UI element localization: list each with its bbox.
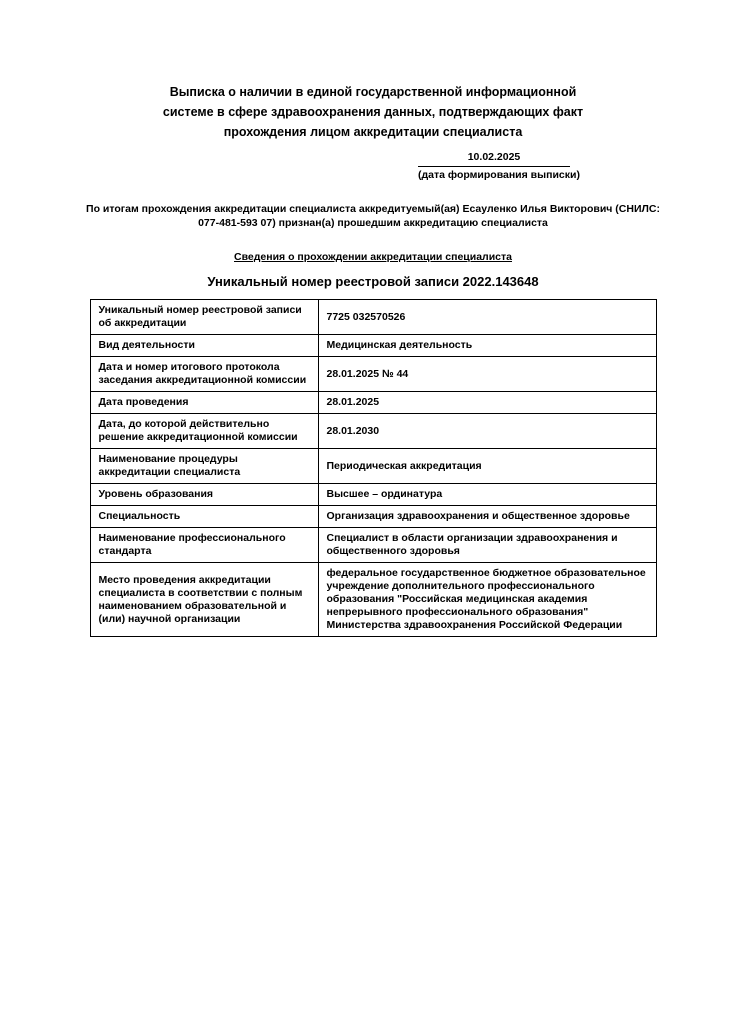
section-heading: Сведения о прохождении аккредитации специалиста [234,251,512,263]
row-value: Медицинская деятельность [318,335,656,357]
accreditation-table [90,299,657,637]
row-value: 7725 032570526 [318,300,656,335]
table-row [90,484,656,506]
row-label: Наименование процедуры аккредитации специалиста [90,449,318,484]
row-label: Дата проведения [90,392,318,414]
table-row [90,414,656,449]
table-row [90,392,656,414]
row-label: Место проведения аккредитации специалиста в соответствии с полным наименованием образовательной и (или) научной организации [90,563,318,637]
extract-date-block [418,151,580,182]
table-row [90,300,656,335]
row-label: Уровень образования [90,484,318,506]
table-row [90,449,656,484]
document-title-line: системе в сфере здравоохранения данных, подтверждающих факт [162,105,584,119]
row-value: 28.01.2025 № 44 [318,357,656,392]
row-value: Высшее – ординатура [318,484,656,506]
row-value: Периодическая аккредитация [318,449,656,484]
row-value: Специалист в области организации здравоохранения и общественного здоровья [318,528,656,563]
row-label: Наименование профессионального стандарта [90,528,318,563]
registry-number-heading: Уникальный номер реестровой записи 2022.143648 [207,274,539,289]
document-title-line: прохождения лицом аккредитации специалиста [223,125,523,139]
extract-date: 10.02.2025 [418,151,570,167]
row-label: Вид деятельности [90,335,318,357]
document-title-line: Выписка о наличии в единой государственной информационной [169,85,577,99]
table-row [90,357,656,392]
row-label: Специальность [90,506,318,528]
row-value: 28.01.2025 [318,392,656,414]
row-value: федеральное государственное бюджетное образовательное учреждение дополнительного профессионального образования "Российская медицинская академия непрерывного профессионального образования" Министерства здравоохранения Российской Федерации [318,563,656,637]
row-label: Уникальный номер реестровой записи об аккредитации [90,300,318,335]
row-label: Дата и номер итогового протокола заседания аккредитационной комиссии [90,357,318,392]
row-label: Дата, до которой действительно решение аккредитационной комиссии [90,414,318,449]
document-title [0,82,746,142]
table-row [90,506,656,528]
row-value: 28.01.2030 [318,414,656,449]
table-row [90,335,656,357]
table-row [90,528,656,563]
intro-paragraph: По итогам прохождения аккредитации специалиста аккредитуемый(ая) Есауленко Илья Викторович (СНИЛС: 077-481-593 07) признан(а) прошедшим аккредитацию специалиста [86,203,660,229]
row-value: Организация здравоохранения и общественное здоровье [318,506,656,528]
extract-date-caption: (дата формирования выписки) [418,169,580,181]
table-row [90,563,656,637]
